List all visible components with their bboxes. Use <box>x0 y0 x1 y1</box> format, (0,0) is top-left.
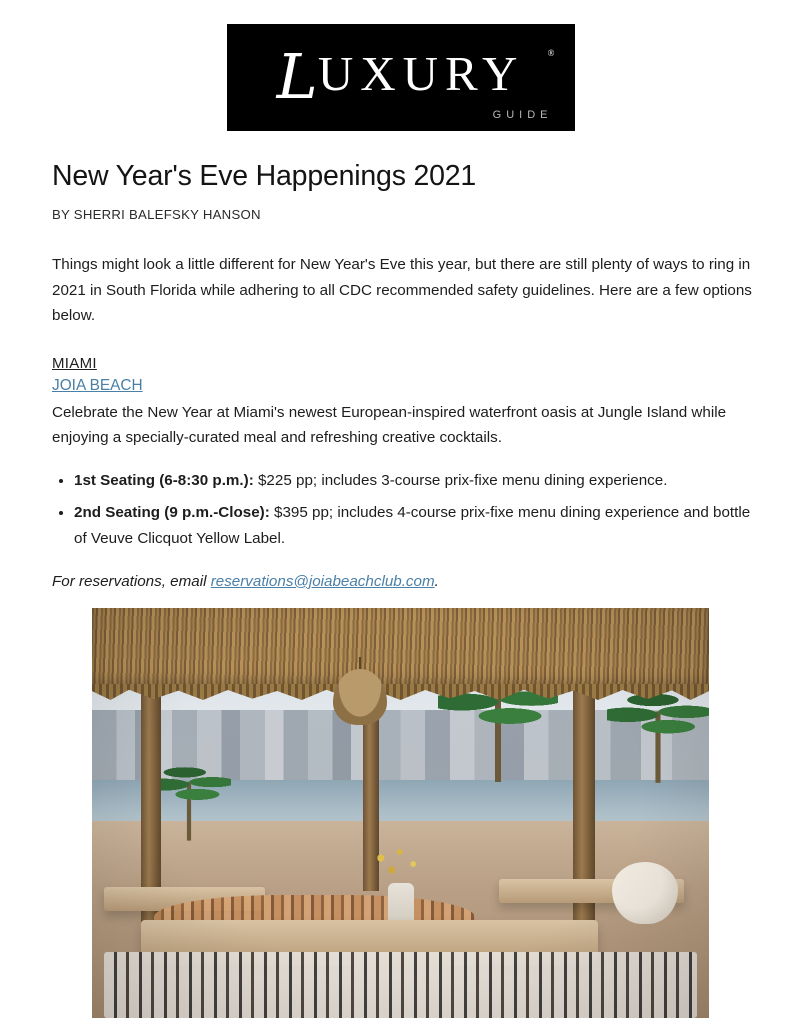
brand-wordmark <box>227 38 575 113</box>
brand-wordmark-rest: UXURY <box>317 46 525 101</box>
joia-beach-waterfront-dining-photo <box>92 608 709 1018</box>
sub-brand-label: GUIDE <box>492 109 553 121</box>
article-body <box>0 159 801 590</box>
seatings-list <box>52 468 757 551</box>
page-title: New Year's Eve Happenings 2021 <box>52 160 477 192</box>
brand-script-letter: L <box>276 40 318 113</box>
seating-detail: $225 pp; includes 3-course prix-fixe menu dining experience. <box>253 472 668 490</box>
reservations-line <box>52 573 757 590</box>
venue-description: Celebrate the New Year at Miami's newest European-inspired waterfront oasis at Jungle Island while enjoying a specially-curated meal and refreshing creative cocktails. <box>52 403 727 447</box>
article-byline: BY SHERRI BALEFSKY HANSON <box>52 207 261 223</box>
list-item <box>74 468 757 493</box>
seating-label: 2nd Seating (9 p.m.-Close): <box>74 504 270 522</box>
reservations-email-link[interactable]: reservations@joiabeachclub.com <box>210 572 435 590</box>
venue-link-joia-beach[interactable]: JOIA BEACH <box>52 376 143 394</box>
luxury-guide-logo <box>227 24 575 131</box>
section-heading-miami: MIAMI <box>52 354 97 372</box>
seating-label: 1st Seating (6-8:30 p.m.): <box>74 472 254 490</box>
seating-detail: $395 pp; includes 4-course prix-fixe menu dining experience and bottle of Veuve Clicquot Yellow Label. <box>74 504 751 547</box>
reservations-suffix: . <box>434 572 439 590</box>
photo-vignette-overlay <box>92 608 709 1018</box>
masthead-container <box>0 0 801 131</box>
article-intro-paragraph: Things might look a little different for New Year's Eve this year, but there are still plenty of ways to ring in 2021 in South Florida while adhering to all CDC recommended safety guidelines. Here are a few options below. <box>52 256 752 325</box>
reservations-prefix: For reservations, email <box>52 572 211 590</box>
article-photo-container <box>0 608 801 1018</box>
registered-trademark-icon: ® <box>547 48 555 58</box>
list-item <box>74 500 757 550</box>
